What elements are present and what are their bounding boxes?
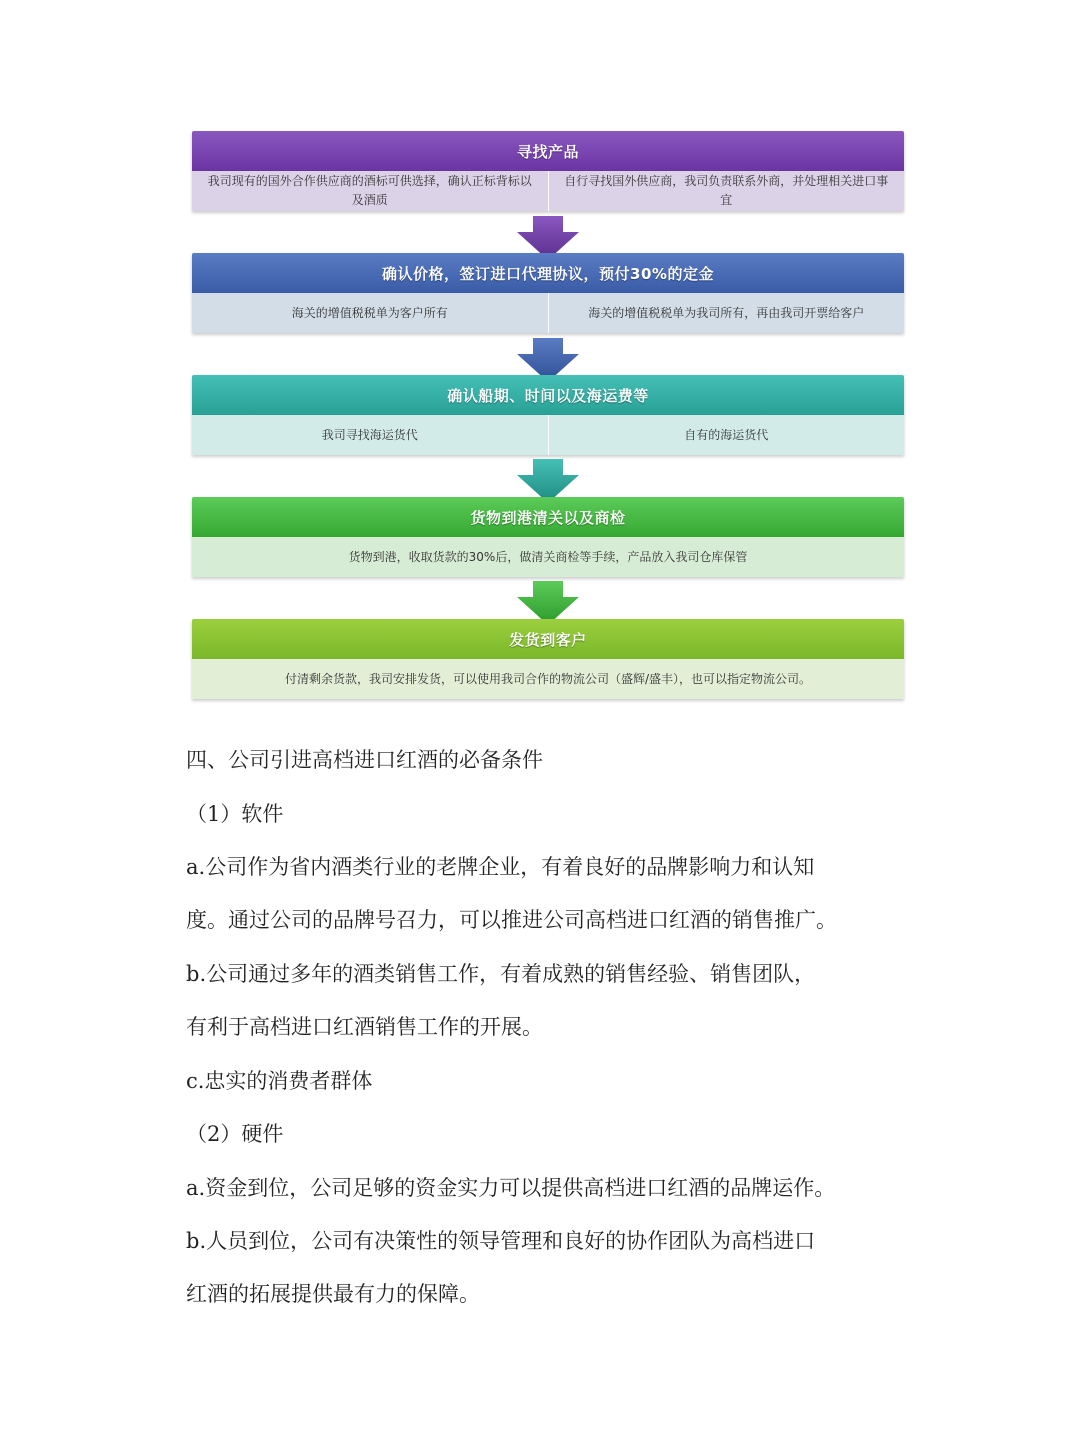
paragraph-software-a: a.公司作为省内酒类行业的老牌企业，有着良好的品牌影响力和认知 xyxy=(186,855,815,879)
subsection-hardware: （2）硬件 xyxy=(186,1122,284,1146)
flow-option: 货物到港，收取货款的30%后，做清关商检等手续，产品放入我司仓库保管 xyxy=(348,549,748,564)
flow-step-confirm-shipping xyxy=(192,375,904,455)
flow-option: 自行寻找国外供应商，我司负责联系外商，并处理相关进口事宜 xyxy=(548,171,905,211)
flow-step-options xyxy=(192,171,904,211)
flow-step-options xyxy=(192,293,904,333)
flow-step-customs xyxy=(192,497,904,577)
flow-step-title: 确认船期、时间以及海运费等 xyxy=(192,375,904,415)
flow-step-options xyxy=(192,659,904,699)
paragraph-hardware-b: b.人员到位，公司有决策性的领导管理和良好的协作团队为高档进口 xyxy=(186,1229,816,1253)
paragraph-software-b: b.公司通过多年的酒类销售工作，有着成熟的销售经验、销售团队， xyxy=(186,962,816,986)
paragraph-software-b-cont: 有利于高档进口红酒销售工作的开展。 xyxy=(186,1015,543,1039)
paragraph-software-c: c.忠实的消费者群体 xyxy=(186,1069,373,1093)
flow-step-deliver xyxy=(192,619,904,699)
flow-step-options xyxy=(192,537,904,577)
flow-option: 我司现有的国外合作供应商的酒标可供选择，确认正标背标以及酒质 xyxy=(207,174,532,207)
subsection-software: （1）软件 xyxy=(186,802,284,826)
flow-option: 自有的海运货代 xyxy=(548,415,905,455)
flow-step-title: 寻找产品 xyxy=(192,131,904,171)
flow-step-title: 确认价格，签订进口代理协议，预付30%的定金 xyxy=(192,253,904,293)
paragraph-hardware-b-cont: 红酒的拓展提供最有力的保障。 xyxy=(186,1282,480,1306)
flow-option: 我司寻找海运货代 xyxy=(321,427,418,442)
flow-step-find-product xyxy=(192,131,904,211)
flow-step-title: 发货到客户 xyxy=(192,619,904,659)
flow-option: 付清剩余货款，我司安排发货，可以使用我司合作的物流公司（盛辉/盛丰），也可以指定物流公司。 xyxy=(284,671,812,686)
section-heading: 四、公司引进高档进口红酒的必备条件 xyxy=(186,748,543,772)
flow-step-title: 货物到港清关以及商检 xyxy=(192,497,904,537)
flow-option: 海关的增值税税单为客户所有 xyxy=(291,305,448,320)
paragraph-software-a-cont: 度。通过公司的品牌号召力，可以推进公司高档进口红酒的销售推广。 xyxy=(186,908,837,932)
flow-option: 海关的增值税税单为我司所有，再由我司开票给客户 xyxy=(548,293,905,333)
flow-step-confirm-price xyxy=(192,253,904,333)
flow-step-options xyxy=(192,415,904,455)
paragraph-hardware-a: a.资金到位，公司足够的资金实力可以提供高档进口红酒的品牌运作。 xyxy=(186,1176,836,1200)
